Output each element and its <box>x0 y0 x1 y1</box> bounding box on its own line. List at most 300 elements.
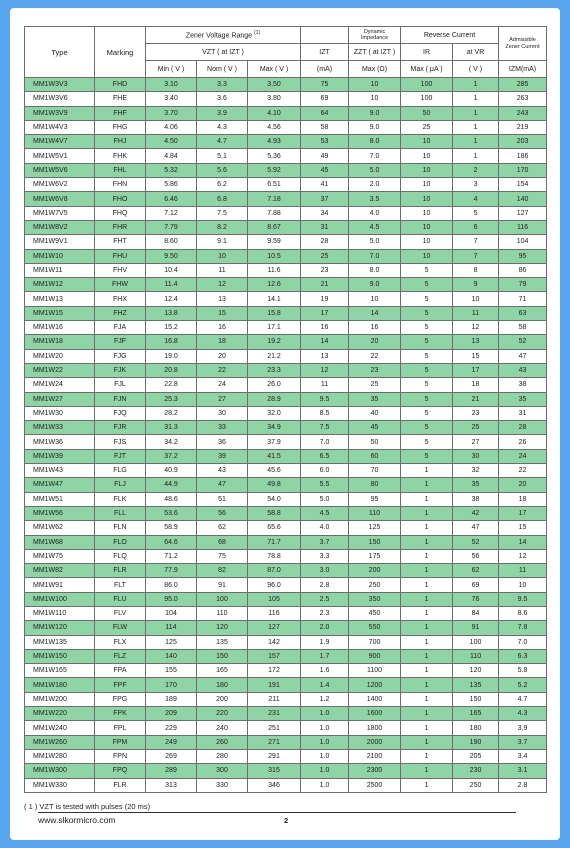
table-cell: 1 <box>453 135 499 149</box>
table-cell: 1 <box>401 464 453 478</box>
table-row <box>25 778 547 792</box>
table-row <box>25 564 547 578</box>
table-cell: 84 <box>453 606 499 620</box>
table-cell: 4.5 <box>301 506 349 520</box>
table-cell: 269 <box>146 749 197 763</box>
table-cell: 35 <box>499 392 547 406</box>
table-cell: 51 <box>197 492 248 506</box>
table-cell: 5 <box>401 421 453 435</box>
table-cell: MM1W240 <box>25 721 95 735</box>
table-cell: FLG <box>95 464 146 478</box>
table-cell: MM1W6V2 <box>25 178 95 192</box>
table-cell: MM1W16 <box>25 321 95 335</box>
table-cell: 6.5 <box>301 449 349 463</box>
table-cell: 56 <box>453 549 499 563</box>
table-row <box>25 535 547 549</box>
table-cell: MM1W4V3 <box>25 120 95 134</box>
table-cell: 4.0 <box>301 521 349 535</box>
table-cell: 24 <box>197 378 248 392</box>
table-cell: 135 <box>453 678 499 692</box>
table-cell: 6 <box>453 220 499 234</box>
table-cell: 4.7 <box>197 135 248 149</box>
table-row <box>25 335 547 349</box>
table-cell: 49.8 <box>248 478 301 492</box>
table-cell: 44.9 <box>146 478 197 492</box>
vr-header: at VR <box>453 44 499 61</box>
table-cell: FHD <box>95 78 146 92</box>
table-row <box>25 135 547 149</box>
table-cell: 5.1 <box>197 149 248 163</box>
table-cell: 205 <box>453 749 499 763</box>
table-cell: 110 <box>453 649 499 663</box>
table-cell: 5 <box>401 449 453 463</box>
table-cell: 77.9 <box>146 564 197 578</box>
table-cell: 100 <box>401 92 453 106</box>
table-cell: 9.1 <box>197 235 248 249</box>
table-row <box>25 92 547 106</box>
table-cell: 2500 <box>349 778 401 792</box>
table-cell: 35 <box>349 392 401 406</box>
table-cell: FHO <box>95 192 146 206</box>
table-cell: 313 <box>146 778 197 792</box>
website-link[interactable]: www.slkormicro.com <box>38 815 116 825</box>
table-cell: 12 <box>197 278 248 292</box>
table-cell: 1 <box>401 707 453 721</box>
table-cell: 7.18 <box>248 192 301 206</box>
table-cell: MM1W39 <box>25 449 95 463</box>
table-cell: 11.6 <box>248 263 301 277</box>
table-cell: FJK <box>95 363 146 377</box>
table-cell: 180 <box>453 721 499 735</box>
table-cell: 211 <box>248 692 301 706</box>
table-cell: MM1W27 <box>25 392 95 406</box>
table-cell: 25.3 <box>146 392 197 406</box>
table-cell: 289 <box>146 764 197 778</box>
table-cell: MM1W43 <box>25 464 95 478</box>
table-cell: 250 <box>453 778 499 792</box>
table-cell: 1 <box>401 749 453 763</box>
table-cell: 30 <box>453 449 499 463</box>
table-cell: 31.3 <box>146 421 197 435</box>
table-cell: 78.8 <box>248 549 301 563</box>
table-cell: 1 <box>401 778 453 792</box>
table-row <box>25 678 547 692</box>
table-cell: MM1W30 <box>25 406 95 420</box>
table-cell: 30 <box>197 406 248 420</box>
table-cell: 71.2 <box>146 549 197 563</box>
table-cell: FJR <box>95 421 146 435</box>
table-cell: 8.6 <box>499 606 547 620</box>
table-row <box>25 78 547 92</box>
table-cell: 125 <box>349 521 401 535</box>
table-cell: 52 <box>499 335 547 349</box>
unit-max: Max ( V ) <box>248 61 301 78</box>
table-cell: 231 <box>248 707 301 721</box>
table-row <box>25 206 547 220</box>
table-cell: 5 <box>401 378 453 392</box>
type-header: Type <box>25 27 95 78</box>
table-cell: 8.67 <box>248 220 301 234</box>
table-cell: 10 <box>401 220 453 234</box>
table-cell: 240 <box>197 721 248 735</box>
table-cell: MM1W3V9 <box>25 106 95 120</box>
table-cell: MM1W18 <box>25 335 95 349</box>
table-cell: 3.0 <box>301 564 349 578</box>
datasheet-page <box>10 8 560 840</box>
admissible-current-header <box>499 27 547 61</box>
table-cell: 10.5 <box>248 249 301 263</box>
table-cell: 10 <box>197 249 248 263</box>
table-cell: FLL <box>95 506 146 520</box>
dynamic-impedance-header <box>349 27 401 44</box>
table-cell: 1 <box>401 735 453 749</box>
table-cell: 28 <box>301 235 349 249</box>
table-cell: 700 <box>349 635 401 649</box>
table-cell: 95 <box>349 492 401 506</box>
table-cell: 39 <box>197 449 248 463</box>
table-cell: 263 <box>499 92 547 106</box>
table-cell: 250 <box>349 578 401 592</box>
table-cell: FHE <box>95 92 146 106</box>
zzt-header: ZZT ( at IZT ) <box>349 44 401 61</box>
table-cell: 62 <box>453 564 499 578</box>
table-cell: 1800 <box>349 721 401 735</box>
table-cell: 26 <box>499 435 547 449</box>
table-cell: 86 <box>499 263 547 277</box>
table-cell: 900 <box>349 649 401 663</box>
zener-current-label: Zener Current <box>505 43 540 50</box>
zener-spec-table <box>24 26 547 793</box>
table-cell: 9.0 <box>349 106 401 120</box>
table-cell: 18 <box>453 378 499 392</box>
table-cell: FLT <box>95 578 146 592</box>
table-cell: 58.9 <box>146 521 197 535</box>
table-cell: FJT <box>95 449 146 463</box>
table-cell: 203 <box>499 135 547 149</box>
table-cell: 27 <box>453 435 499 449</box>
table-row <box>25 378 547 392</box>
table-body <box>25 78 547 793</box>
table-cell: 64 <box>301 106 349 120</box>
table-cell: 165 <box>453 707 499 721</box>
table-cell: 140 <box>146 649 197 663</box>
table-cell: 6.8 <box>197 192 248 206</box>
table-cell: 550 <box>349 621 401 635</box>
table-cell: 1 <box>401 678 453 692</box>
table-cell: MM1W4V7 <box>25 135 95 149</box>
table-cell: 191 <box>248 678 301 692</box>
table-cell: 5 <box>401 363 453 377</box>
table-cell: 13 <box>197 292 248 306</box>
table-cell: 260 <box>197 735 248 749</box>
table-cell: FLQ <box>95 549 146 563</box>
table-cell: 64.6 <box>146 535 197 549</box>
ir-header: IR <box>401 44 453 61</box>
table-cell: 170 <box>146 678 197 692</box>
footnote: ( 1 ) VZT is tested with pulses (20 ms) <box>24 802 151 811</box>
table-cell: MM1W260 <box>25 735 95 749</box>
table-cell: 5.36 <box>248 149 301 163</box>
table-cell: 10 <box>401 163 453 177</box>
table-cell: FPL <box>95 721 146 735</box>
table-cell: MM1W135 <box>25 635 95 649</box>
table-cell: FLZ <box>95 649 146 663</box>
table-cell: 346 <box>248 778 301 792</box>
table-cell: MM1W110 <box>25 606 95 620</box>
table-cell: MM1W91 <box>25 578 95 592</box>
table-row <box>25 363 547 377</box>
table-cell: 110 <box>197 606 248 620</box>
table-cell: 1 <box>401 506 453 520</box>
table-cell: FHN <box>95 178 146 192</box>
table-cell: MM1W165 <box>25 664 95 678</box>
table-cell: 3.9 <box>197 106 248 120</box>
table-cell: MM1W9V1 <box>25 235 95 249</box>
table-row <box>25 464 547 478</box>
table-cell: 62 <box>197 521 248 535</box>
table-cell: 249 <box>146 735 197 749</box>
table-cell: 157 <box>248 649 301 663</box>
table-cell: MM1W24 <box>25 378 95 392</box>
table-cell: 330 <box>197 778 248 792</box>
table-cell: 22.8 <box>146 378 197 392</box>
table-cell: 9.0 <box>349 278 401 292</box>
table-cell: 18 <box>197 335 248 349</box>
table-cell: 5 <box>401 406 453 420</box>
table-cell: 155 <box>146 664 197 678</box>
table-cell: 5 <box>401 349 453 363</box>
table-cell: 3 <box>453 178 499 192</box>
table-cell: 1.0 <box>301 721 349 735</box>
table-cell: 100 <box>197 592 248 606</box>
table-cell: 20 <box>197 349 248 363</box>
table-row <box>25 349 547 363</box>
table-cell: 2100 <box>349 749 401 763</box>
table-cell: 104 <box>499 235 547 249</box>
table-cell: 450 <box>349 606 401 620</box>
table-cell: 54.0 <box>248 492 301 506</box>
table-cell: MM1W62 <box>25 521 95 535</box>
table-cell: FHV <box>95 263 146 277</box>
table-cell: 38 <box>453 492 499 506</box>
table-cell: 1 <box>401 621 453 635</box>
table-cell: 2.3 <box>301 606 349 620</box>
table-row <box>25 606 547 620</box>
table-cell: 20 <box>349 335 401 349</box>
table-cell: MM1W5V1 <box>25 149 95 163</box>
table-cell: 1 <box>401 649 453 663</box>
table-cell: 20 <box>499 478 547 492</box>
table-cell: 47 <box>499 349 547 363</box>
table-cell: 58 <box>499 321 547 335</box>
table-cell: 1 <box>453 106 499 120</box>
table-cell: 2.8 <box>301 578 349 592</box>
table-cell: 45 <box>301 163 349 177</box>
table-cell: 13 <box>301 349 349 363</box>
table-cell: 10 <box>499 578 547 592</box>
table-row <box>25 735 547 749</box>
table-cell: 200 <box>349 564 401 578</box>
table-cell: 10.4 <box>146 263 197 277</box>
table-cell: 49 <box>301 149 349 163</box>
table-cell: FLR <box>95 778 146 792</box>
table-cell: 5 <box>401 292 453 306</box>
table-cell: 142 <box>248 635 301 649</box>
unit-ua: Max ( μA ) <box>401 61 453 78</box>
table-cell: MM1W150 <box>25 649 95 663</box>
table-cell: 110 <box>349 506 401 520</box>
table-cell: 172 <box>248 664 301 678</box>
table-cell: 127 <box>499 206 547 220</box>
table-cell: 8.2 <box>197 220 248 234</box>
table-row <box>25 120 547 134</box>
table-row <box>25 621 547 635</box>
unit-ma: (mA) <box>301 61 349 78</box>
table-cell: MM1W100 <box>25 592 95 606</box>
table-cell: FLK <box>95 492 146 506</box>
table-cell: 3.4 <box>499 749 547 763</box>
table-cell: MM1W7V5 <box>25 206 95 220</box>
table-cell: FLW <box>95 621 146 635</box>
table-cell: FHJ <box>95 135 146 149</box>
table-cell: 40 <box>349 406 401 420</box>
table-cell: 47 <box>197 478 248 492</box>
table-cell: 120 <box>197 621 248 635</box>
table-cell: 22 <box>349 349 401 363</box>
table-cell: MM1W12 <box>25 278 95 292</box>
table-cell: 4.3 <box>499 707 547 721</box>
table-cell: 120 <box>453 664 499 678</box>
table-cell: 104 <box>146 606 197 620</box>
table-cell: 180 <box>197 678 248 692</box>
table-row <box>25 492 547 506</box>
table-cell: MM1W20 <box>25 349 95 363</box>
table-cell: 116 <box>248 606 301 620</box>
table-cell: 3.3 <box>301 549 349 563</box>
table-row <box>25 321 547 335</box>
table-cell: 65.6 <box>248 521 301 535</box>
table-cell: 1 <box>453 120 499 134</box>
table-cell: MM1W51 <box>25 492 95 506</box>
table-cell: 1 <box>401 535 453 549</box>
table-cell: 9.5 <box>301 392 349 406</box>
table-cell: 5 <box>401 263 453 277</box>
table-cell: 5 <box>401 306 453 320</box>
table-cell: 16 <box>197 321 248 335</box>
table-cell: 91 <box>453 621 499 635</box>
table-cell: 3.9 <box>499 721 547 735</box>
table-cell: 5.0 <box>349 235 401 249</box>
table-cell: 300 <box>197 764 248 778</box>
table-cell: 22 <box>499 464 547 478</box>
table-cell: 4.84 <box>146 149 197 163</box>
table-cell: 1600 <box>349 707 401 721</box>
table-cell: 53 <box>301 135 349 149</box>
table-cell: 3.6 <box>197 92 248 106</box>
blank-izt-top <box>301 27 349 44</box>
table-cell: 10 <box>401 206 453 220</box>
table-cell: FJA <box>95 321 146 335</box>
table-cell: 5.86 <box>146 178 197 192</box>
table-cell: 45 <box>349 421 401 435</box>
table-cell: MM1W220 <box>25 707 95 721</box>
table-cell: 1 <box>401 664 453 678</box>
table-cell: 9.0 <box>349 120 401 134</box>
table-cell: 200 <box>197 692 248 706</box>
table-row <box>25 421 547 435</box>
table-cell: MM1W11 <box>25 263 95 277</box>
table-cell: 291 <box>248 749 301 763</box>
table-cell: 10 <box>401 249 453 263</box>
table-cell: 37.2 <box>146 449 197 463</box>
table-cell: MM1W68 <box>25 535 95 549</box>
table-cell: 60 <box>349 449 401 463</box>
table-cell: 80 <box>349 478 401 492</box>
table-cell: 63 <box>499 306 547 320</box>
table-cell: 12.6 <box>248 278 301 292</box>
table-cell: MM1W6V8 <box>25 192 95 206</box>
table-row <box>25 149 547 163</box>
table-cell: MM1W56 <box>25 506 95 520</box>
table-cell: 2300 <box>349 764 401 778</box>
table-cell: 1.0 <box>301 749 349 763</box>
table-cell: 19.2 <box>248 335 301 349</box>
table-cell: MM1W8V2 <box>25 220 95 234</box>
table-cell: 68 <box>197 535 248 549</box>
table-row <box>25 278 547 292</box>
table-cell: 15 <box>197 306 248 320</box>
table-cell: 95 <box>499 249 547 263</box>
zener-footnote-ref: (1) <box>254 30 261 37</box>
table-cell: 5 <box>401 335 453 349</box>
table-cell: 52 <box>453 535 499 549</box>
table-cell: 7.12 <box>146 206 197 220</box>
table-cell: 19.0 <box>146 349 197 363</box>
table-cell: 5.6 <box>197 163 248 177</box>
table-cell: MM1W330 <box>25 778 95 792</box>
table-cell: 95.0 <box>146 592 197 606</box>
table-cell: 5.5 <box>301 478 349 492</box>
table-row <box>25 707 547 721</box>
table-cell: 251 <box>248 721 301 735</box>
table-cell: 1 <box>453 149 499 163</box>
table-cell: FLR <box>95 564 146 578</box>
table-cell: FHZ <box>95 306 146 320</box>
table-cell: FLV <box>95 606 146 620</box>
table-cell: 9.59 <box>248 235 301 249</box>
table-cell: 100 <box>401 78 453 92</box>
table-cell: 75 <box>301 78 349 92</box>
table-cell: 6.0 <box>301 464 349 478</box>
table-row <box>25 392 547 406</box>
table-cell: 230 <box>453 764 499 778</box>
table-cell: 75 <box>197 549 248 563</box>
table-cell: 14 <box>349 306 401 320</box>
table-cell: 12.4 <box>146 292 197 306</box>
table-cell: 40.9 <box>146 464 197 478</box>
table-cell: 14.1 <box>248 292 301 306</box>
table-row <box>25 521 547 535</box>
unit-nom: Nom ( V ) <box>197 61 248 78</box>
table-cell: 150 <box>197 649 248 663</box>
table-cell: 10 <box>401 149 453 163</box>
table-cell: 21 <box>453 392 499 406</box>
table-cell: 25 <box>349 378 401 392</box>
table-row <box>25 692 547 706</box>
table-cell: 28.9 <box>248 392 301 406</box>
impedance-label: Impedance <box>360 35 389 41</box>
table-cell: 19 <box>301 292 349 306</box>
